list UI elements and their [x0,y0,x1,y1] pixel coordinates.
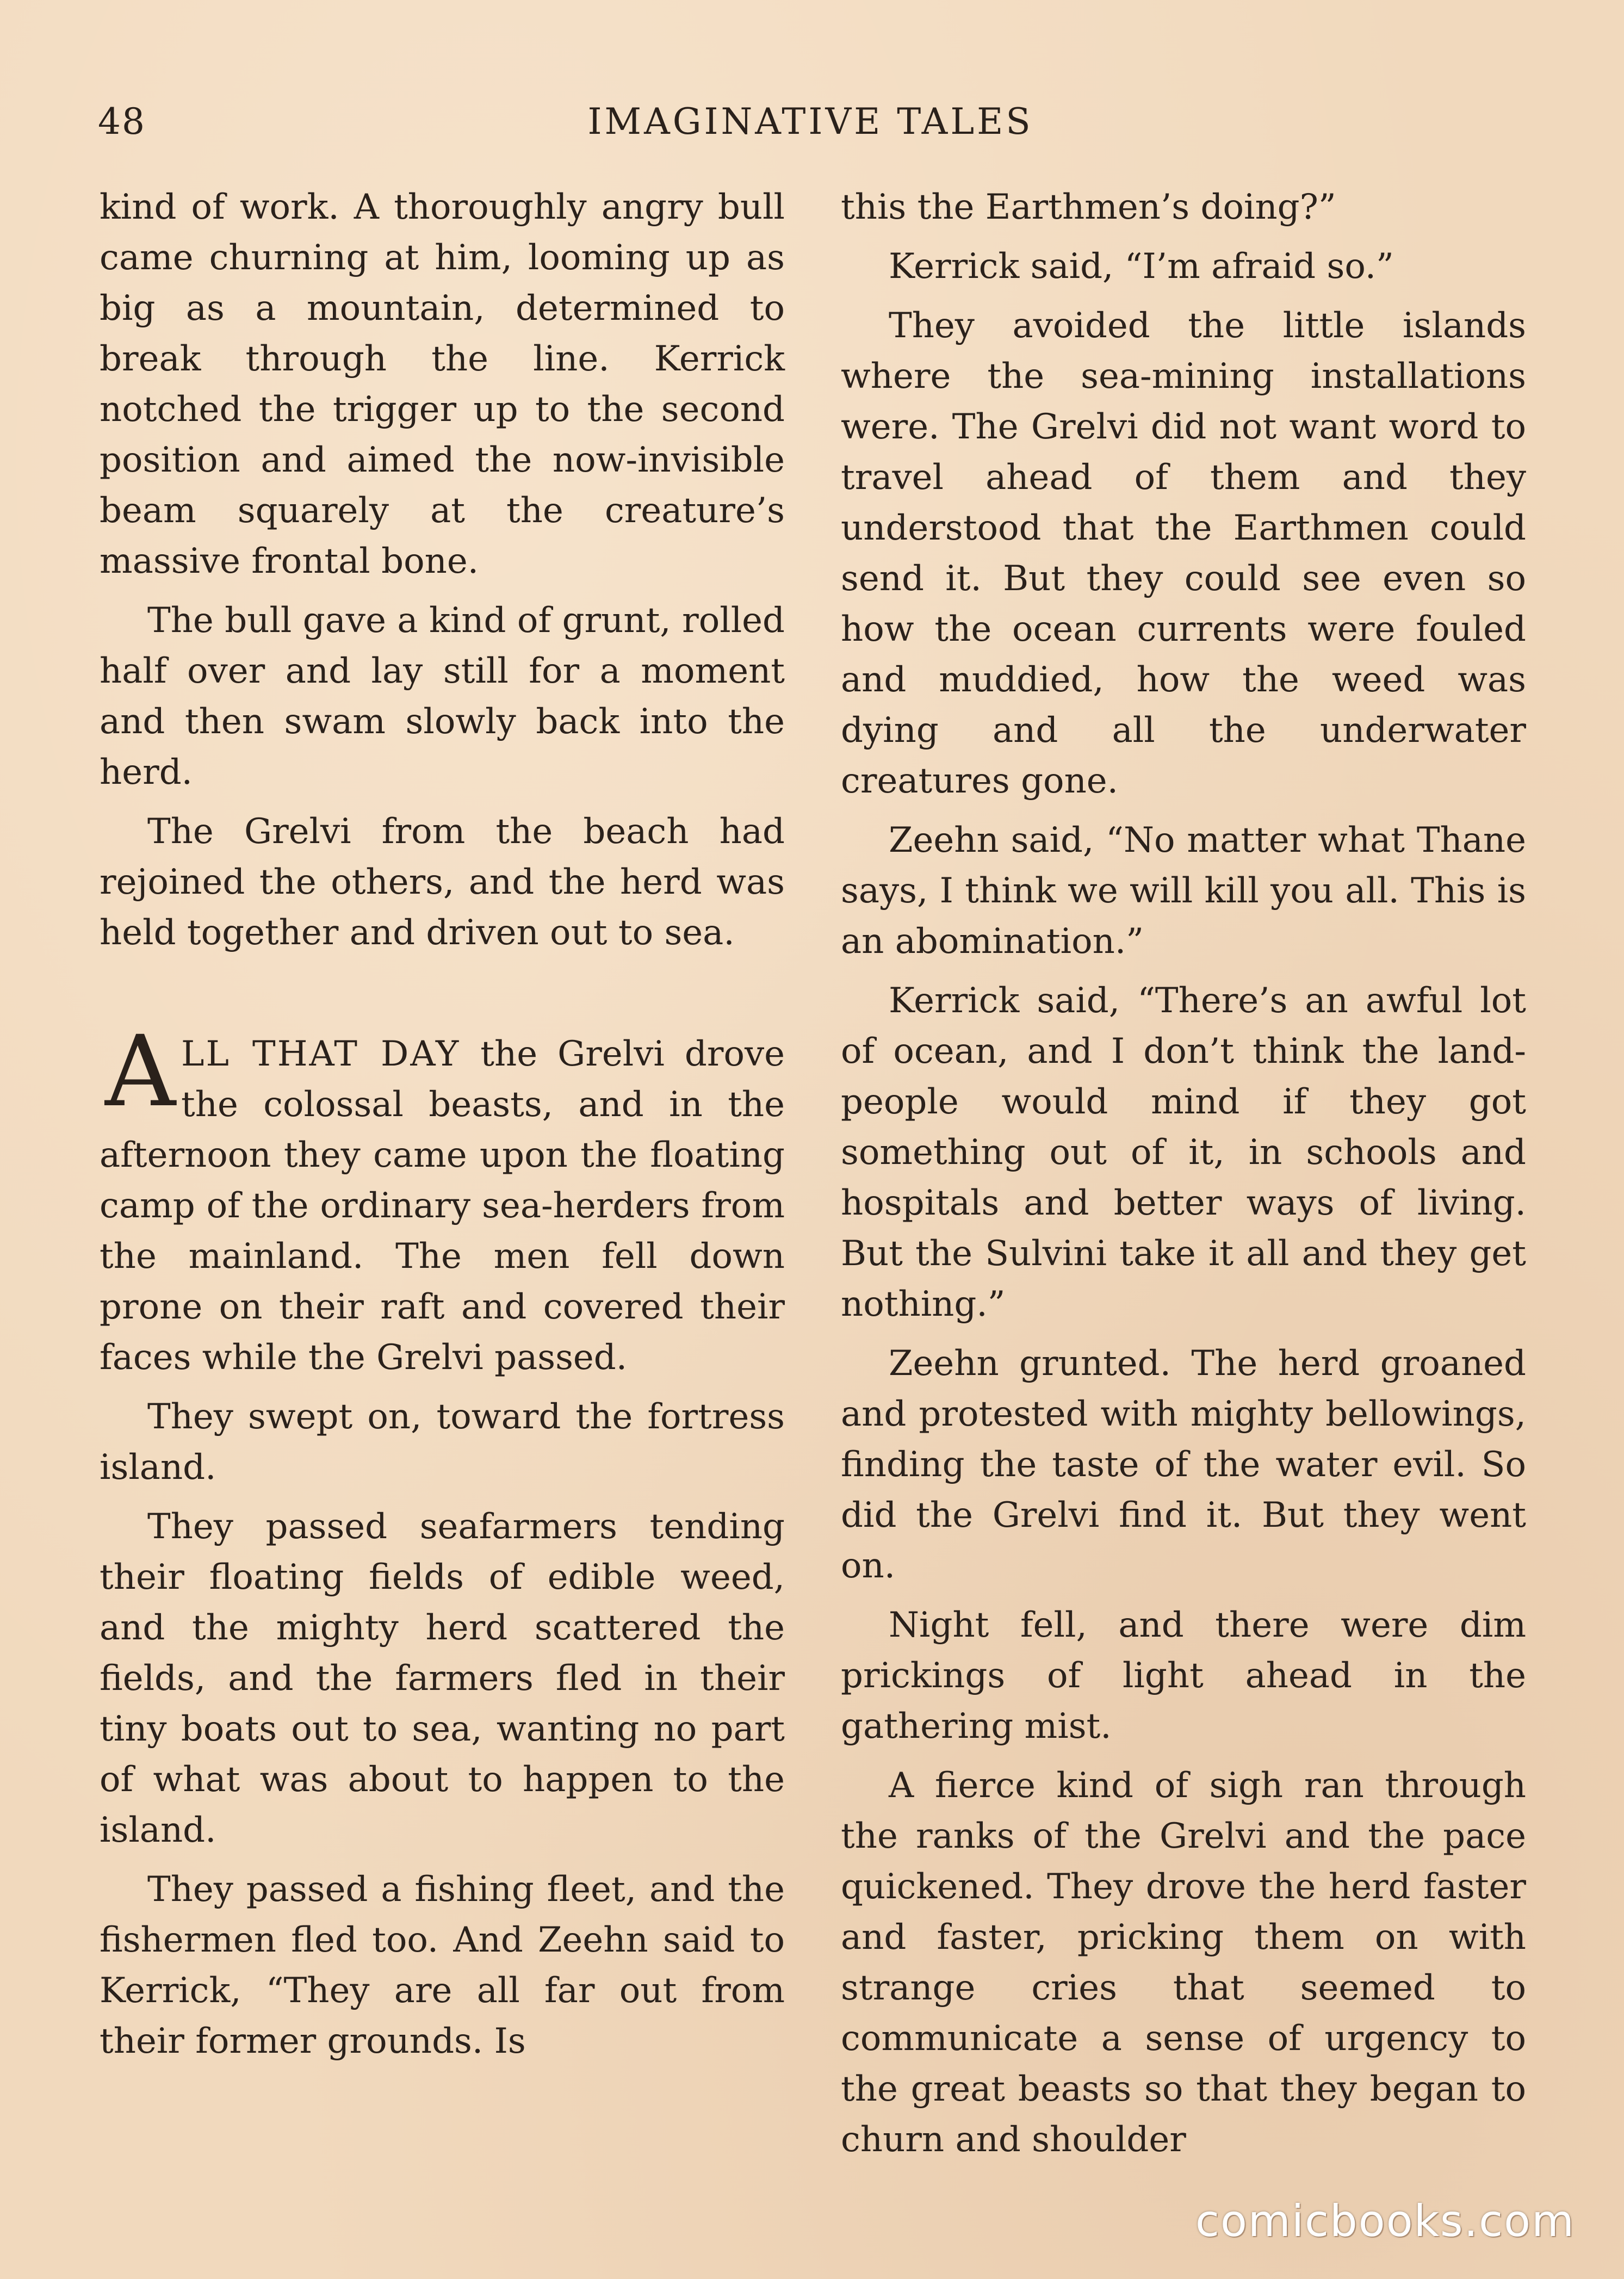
paragraph: this the Earthmen’s doing?” [841,187,1336,227]
drop-cap: A [105,1015,176,1129]
paragraph: Night fell, and there were dim prickings of light ahead in the gathering mist. [841,1605,1526,1747]
section-lead-in: LL THAT DAY [181,1034,461,1074]
section-opening-paragraph [100,1015,785,1383]
paragraph: They passed seafarmers tending their floating fields of edible weed, and the mighty herd scattered the fields, and the farmers fled in their tiny boats out to sea, wanting no part of what was about to happen to the island. [100,1507,785,1850]
paragraph: Zeehn said, “No matter what Thane says, I think we will kill you all. This is an abomination.” [841,820,1526,962]
page-number: 48 [98,101,146,143]
paragraph: Zeehn grunted. The herd groaned and protested with mighty bellowings, finding the taste of the water evil. So did the Grelvi find it. But they went on. [841,1343,1526,1586]
paragraph: Kerrick said, “I’m afraid so.” [889,246,1394,287]
left-column [100,182,785,2076]
paragraph: Kerrick said, “There’s an awful lot of ocean, and I don’t think the land-people would mind if they got something out of it, in schools and hospitals and better ways of living. But the Sulvini take it all and they get nothing.” [841,981,1526,1324]
paragraph: The bull gave a kind of grunt, rolled half over and lay still for a moment and then swam slowly back into the herd. [100,600,785,792]
paragraph: The Grelvi from the beach had rejoined the others, and the herd was held together and driven out to sea. [100,812,785,953]
running-title: IMAGINATIVE TALES [587,101,1033,143]
paragraph: They swept on, toward the fortress island. [100,1397,785,1488]
paragraph: kind of work. A thoroughly angry bull came churning at him, looming up as big as a mountain, determined to break through the line. Kerrick notched the trigger up to the second position and aimed the now-invisible beam squarely at the creature’s massive frontal bone. [100,187,785,581]
right-column [841,182,1526,2174]
paragraph: They passed a fishing fleet, and the fishermen fled too. And Zeehn said to Kerrick, “They are all far out from their former grounds. Is [100,1869,785,2061]
paragraph: A fierce kind of sigh ran through the ranks of the Grelvi and the pace quickened. They drove the herd faster and faster, pricking them on with strange cries that seemed to communicate a sense of urgency to the great beasts so that they began to churn and shoulder [841,1766,1526,2160]
paragraph: They avoided the little islands where the sea-mining installations were. The Grelvi did not want word to travel ahead of them and they understood that the Earthmen could send it. But they could see even so how the ocean currents were fouled and muddied, how the weed was dying and all the underwater creatures gone. [841,306,1526,801]
paragraph-text: the Grelvi drove the colossal beasts, and in the afternoon they came upon the floating camp of the ordinary sea-herders from the mainland. The men fell down prone on their raft and covered their faces while the Grelvi passed. [100,1034,785,1378]
watermark: comicbooks.com [1195,2196,1575,2246]
page-header [98,101,1523,155]
